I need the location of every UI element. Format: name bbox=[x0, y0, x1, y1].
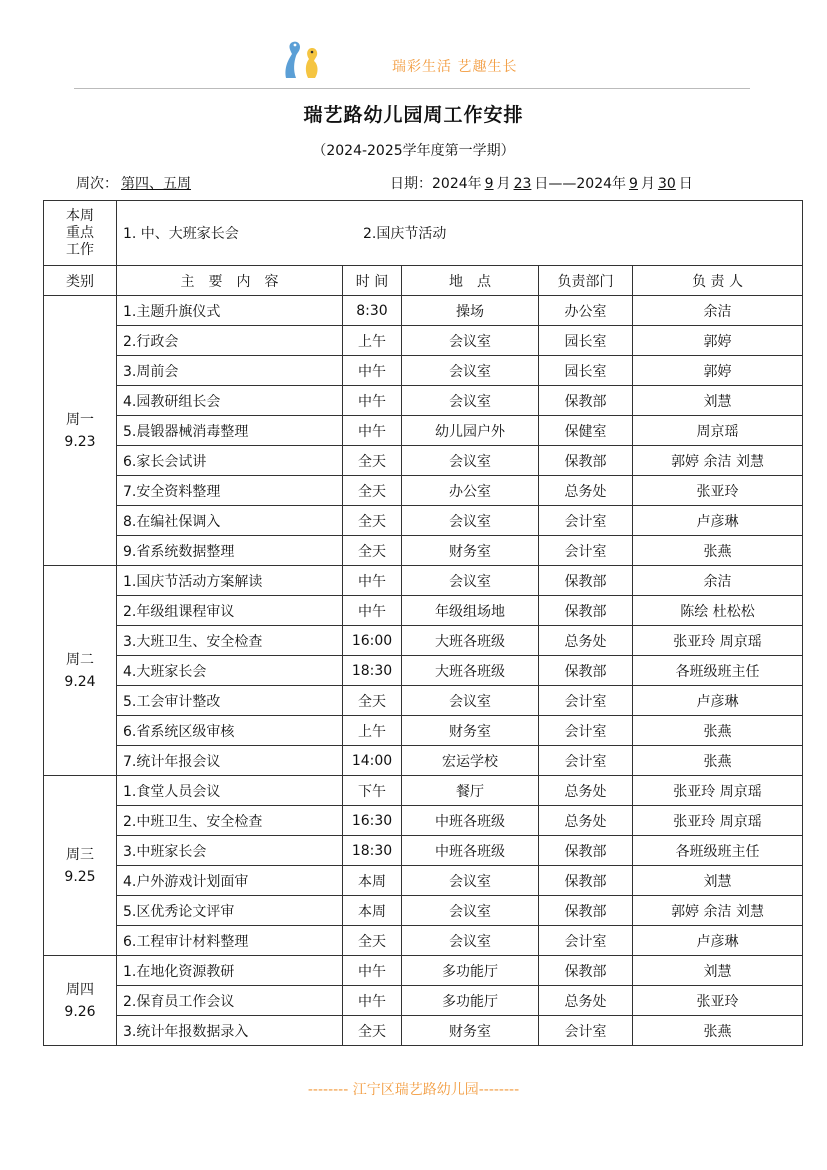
time-cell: 上午 bbox=[343, 326, 402, 356]
owner-cell: 张燕 bbox=[633, 1016, 803, 1046]
focus-label bbox=[44, 201, 117, 266]
table-row bbox=[44, 746, 803, 776]
time-cell: 全天 bbox=[343, 926, 402, 956]
table-row bbox=[44, 836, 803, 866]
task-cell: 7.统计年报会议 bbox=[117, 746, 343, 776]
owner-cell: 余洁 bbox=[633, 296, 803, 326]
location-cell: 财务室 bbox=[402, 716, 539, 746]
table-row bbox=[44, 566, 803, 596]
location-cell: 大班各班级 bbox=[402, 626, 539, 656]
owner-cell: 张亚玲 周京瑶 bbox=[633, 626, 803, 656]
table-row bbox=[44, 986, 803, 1016]
location-cell: 会议室 bbox=[402, 686, 539, 716]
owner-cell: 郭婷 余洁 刘慧 bbox=[633, 446, 803, 476]
task-cell: 3.周前会 bbox=[117, 356, 343, 386]
time-cell: 16:00 bbox=[343, 626, 402, 656]
location-cell: 会议室 bbox=[402, 446, 539, 476]
owner-cell: 郭婷 余洁 刘慧 bbox=[633, 896, 803, 926]
column-header: 时 间 bbox=[343, 266, 402, 296]
day-cell bbox=[44, 776, 117, 956]
owner-cell: 张亚玲 周京瑶 bbox=[633, 806, 803, 836]
table-row bbox=[44, 386, 803, 416]
time-cell: 下午 bbox=[343, 776, 402, 806]
time-cell: 18:30 bbox=[343, 836, 402, 866]
day-date: 9.25 bbox=[64, 868, 96, 885]
time-cell: 本周 bbox=[343, 866, 402, 896]
task-cell: 1.在地化资源教研 bbox=[117, 956, 343, 986]
time-cell: 全天 bbox=[343, 476, 402, 506]
owner-cell: 张燕 bbox=[633, 746, 803, 776]
date-label: 日期： bbox=[390, 176, 432, 192]
table-row bbox=[44, 956, 803, 986]
end-year: 2024 bbox=[576, 176, 613, 192]
day-char: 日 bbox=[678, 176, 693, 192]
time-cell: 18:30 bbox=[343, 656, 402, 686]
page-title: 瑞艺路幼儿园周工作安排 bbox=[303, 104, 524, 126]
table-row bbox=[44, 296, 803, 326]
table-row bbox=[44, 716, 803, 746]
department-cell: 会计室 bbox=[539, 746, 633, 776]
location-cell: 会议室 bbox=[402, 566, 539, 596]
focus-items bbox=[117, 201, 803, 266]
table-row bbox=[44, 896, 803, 926]
owner-cell: 陈绘 杜松松 bbox=[633, 596, 803, 626]
table-row bbox=[44, 356, 803, 386]
department-cell: 会计室 bbox=[539, 716, 633, 746]
department-cell: 会计室 bbox=[539, 1016, 633, 1046]
task-cell: 5.区优秀论文评审 bbox=[117, 896, 343, 926]
school-year: （2024-2025学年度第一学期） bbox=[312, 143, 515, 159]
location-cell: 财务室 bbox=[402, 536, 539, 566]
department-cell: 保教部 bbox=[539, 386, 633, 416]
day-cell bbox=[44, 956, 117, 1046]
location-cell: 操场 bbox=[402, 296, 539, 326]
task-cell: 8.在编社保调入 bbox=[117, 506, 343, 536]
date-range bbox=[390, 173, 693, 193]
department-cell: 园长室 bbox=[539, 326, 633, 356]
time-cell: 中午 bbox=[343, 416, 402, 446]
task-cell: 4.园教研组长会 bbox=[117, 386, 343, 416]
task-cell: 3.大班卫生、安全检查 bbox=[117, 626, 343, 656]
owner-cell: 刘慧 bbox=[633, 866, 803, 896]
owner-cell: 卢彦琳 bbox=[633, 926, 803, 956]
location-cell: 财务室 bbox=[402, 1016, 539, 1046]
focus-row bbox=[44, 201, 803, 266]
location-cell: 幼儿园户外 bbox=[402, 416, 539, 446]
owner-cell: 郭婷 bbox=[633, 326, 803, 356]
department-cell: 园长室 bbox=[539, 356, 633, 386]
department-cell: 保教部 bbox=[539, 956, 633, 986]
location-cell: 中班各班级 bbox=[402, 806, 539, 836]
letterhead bbox=[0, 38, 827, 88]
location-cell: 办公室 bbox=[402, 476, 539, 506]
owner-cell: 郭婷 bbox=[633, 356, 803, 386]
task-cell: 3.统计年报数据录入 bbox=[117, 1016, 343, 1046]
time-cell: 16:30 bbox=[343, 806, 402, 836]
header-rule bbox=[74, 88, 750, 89]
task-cell: 4.户外游戏计划面审 bbox=[117, 866, 343, 896]
department-cell: 保教部 bbox=[539, 446, 633, 476]
department-cell: 会计室 bbox=[539, 536, 633, 566]
table-row bbox=[44, 1016, 803, 1046]
location-cell: 会议室 bbox=[402, 356, 539, 386]
week-info bbox=[76, 173, 194, 193]
time-cell: 中午 bbox=[343, 386, 402, 416]
owner-cell: 各班级班主任 bbox=[633, 836, 803, 866]
task-cell: 9.省系统数据整理 bbox=[117, 536, 343, 566]
task-cell: 2.中班卫生、安全检查 bbox=[117, 806, 343, 836]
department-cell: 保教部 bbox=[539, 656, 633, 686]
department-cell: 保教部 bbox=[539, 866, 633, 896]
column-header: 负 责 人 bbox=[633, 266, 803, 296]
location-cell: 会议室 bbox=[402, 386, 539, 416]
task-cell: 1.国庆节活动方案解读 bbox=[117, 566, 343, 596]
table-row bbox=[44, 926, 803, 956]
time-cell: 上午 bbox=[343, 716, 402, 746]
task-cell: 7.安全资料整理 bbox=[117, 476, 343, 506]
location-cell: 会议室 bbox=[402, 866, 539, 896]
owner-cell: 刘慧 bbox=[633, 386, 803, 416]
month-char: 月 bbox=[640, 176, 655, 192]
date-separator: 日—— bbox=[534, 176, 577, 192]
location-cell: 会议室 bbox=[402, 326, 539, 356]
start-year: 2024 bbox=[432, 176, 468, 192]
location-cell: 多功能厅 bbox=[402, 956, 539, 986]
time-cell: 8:30 bbox=[343, 296, 402, 326]
owner-cell: 张燕 bbox=[633, 536, 803, 566]
schedule-table bbox=[43, 200, 803, 1046]
slogan: 瑞彩生活 艺趣生长 bbox=[392, 59, 518, 75]
location-cell: 宏运学校 bbox=[402, 746, 539, 776]
month-char: 月 bbox=[496, 176, 511, 192]
focus-item: 2.国庆节活动 bbox=[363, 226, 447, 242]
department-cell: 总务处 bbox=[539, 776, 633, 806]
column-header: 主 要 内 容 bbox=[117, 266, 343, 296]
year-char: 年 bbox=[612, 176, 627, 192]
time-cell: 全天 bbox=[343, 686, 402, 716]
time-cell: 本周 bbox=[343, 896, 402, 926]
end-day: 30 bbox=[657, 176, 676, 192]
time-cell: 中午 bbox=[343, 356, 402, 386]
week-value: 第四、五周 bbox=[121, 176, 191, 192]
department-cell: 会计室 bbox=[539, 686, 633, 716]
table-row bbox=[44, 656, 803, 686]
owner-cell: 周京瑶 bbox=[633, 416, 803, 446]
time-cell: 14:00 bbox=[343, 746, 402, 776]
table-row bbox=[44, 506, 803, 536]
task-cell: 2.行政会 bbox=[117, 326, 343, 356]
table-row bbox=[44, 776, 803, 806]
owner-cell: 余洁 bbox=[633, 566, 803, 596]
table-row bbox=[44, 476, 803, 506]
start-month: 9 bbox=[484, 176, 494, 192]
owner-cell: 张燕 bbox=[633, 716, 803, 746]
owner-cell: 卢彦琳 bbox=[633, 686, 803, 716]
day-cell bbox=[44, 296, 117, 566]
department-cell: 总务处 bbox=[539, 476, 633, 506]
year-char: 年 bbox=[467, 176, 482, 192]
column-header: 类别 bbox=[44, 266, 117, 296]
owner-cell: 张亚玲 bbox=[633, 476, 803, 506]
time-cell: 中午 bbox=[343, 986, 402, 1016]
location-cell: 多功能厅 bbox=[402, 986, 539, 1016]
time-cell: 中午 bbox=[343, 596, 402, 626]
task-cell: 6.工程审计材料整理 bbox=[117, 926, 343, 956]
location-cell: 会议室 bbox=[402, 506, 539, 536]
focus-item: 1. 中、大班家长会 bbox=[123, 226, 239, 242]
week-label: 周次： bbox=[76, 176, 118, 192]
department-cell: 办公室 bbox=[539, 296, 633, 326]
owner-cell: 各班级班主任 bbox=[633, 656, 803, 686]
table-row bbox=[44, 686, 803, 716]
day-name: 周四 bbox=[66, 981, 94, 998]
table-row bbox=[44, 536, 803, 566]
time-cell: 全天 bbox=[343, 1016, 402, 1046]
department-cell: 会计室 bbox=[539, 926, 633, 956]
department-cell: 保教部 bbox=[539, 836, 633, 866]
day-date: 9.26 bbox=[64, 1003, 96, 1020]
owner-cell: 刘慧 bbox=[633, 956, 803, 986]
column-header: 负责部门 bbox=[539, 266, 633, 296]
end-month: 9 bbox=[629, 176, 638, 192]
department-cell: 保教部 bbox=[539, 566, 633, 596]
table-row bbox=[44, 446, 803, 476]
focus-label-line: 重点 bbox=[66, 224, 94, 241]
task-cell: 6.家长会试讲 bbox=[117, 446, 343, 476]
owner-cell: 卢彦琳 bbox=[633, 506, 803, 536]
department-cell: 总务处 bbox=[539, 806, 633, 836]
header-row bbox=[44, 266, 803, 296]
time-cell: 中午 bbox=[343, 956, 402, 986]
table-row bbox=[44, 416, 803, 446]
time-cell: 全天 bbox=[343, 506, 402, 536]
location-cell: 年级组场地 bbox=[402, 596, 539, 626]
task-cell: 3.中班家长会 bbox=[117, 836, 343, 866]
day-name: 周二 bbox=[66, 651, 94, 668]
department-cell: 保教部 bbox=[539, 596, 633, 626]
day-cell bbox=[44, 566, 117, 776]
task-cell: 4.大班家长会 bbox=[117, 656, 343, 686]
department-cell: 保教部 bbox=[539, 896, 633, 926]
task-cell: 2.保育员工作会议 bbox=[117, 986, 343, 1016]
location-cell: 中班各班级 bbox=[402, 836, 539, 866]
task-cell: 1.食堂人员会议 bbox=[117, 776, 343, 806]
focus-label-line: 工作 bbox=[66, 241, 94, 258]
owner-cell: 张亚玲 周京瑶 bbox=[633, 776, 803, 806]
location-cell: 会议室 bbox=[402, 926, 539, 956]
day-name: 周三 bbox=[66, 846, 94, 863]
task-cell: 2.年级组课程审议 bbox=[117, 596, 343, 626]
focus-label-line: 本周 bbox=[66, 207, 94, 224]
location-cell: 大班各班级 bbox=[402, 656, 539, 686]
time-cell: 中午 bbox=[343, 566, 402, 596]
footer: -------- 江宁区瑞艺路幼儿园-------- bbox=[307, 1082, 520, 1098]
department-cell: 总务处 bbox=[539, 626, 633, 656]
day-date: 9.23 bbox=[64, 433, 96, 450]
task-cell: 5.工会审计整改 bbox=[117, 686, 343, 716]
kindergarten-logo-icon bbox=[278, 38, 328, 80]
task-cell: 1.主题升旗仪式 bbox=[117, 296, 343, 326]
department-cell: 总务处 bbox=[539, 986, 633, 1016]
location-cell: 会议室 bbox=[402, 896, 539, 926]
table-row bbox=[44, 626, 803, 656]
table-row bbox=[44, 866, 803, 896]
task-cell: 6.省系统区级审核 bbox=[117, 716, 343, 746]
table-row bbox=[44, 596, 803, 626]
table-row bbox=[44, 806, 803, 836]
department-cell: 会计室 bbox=[539, 506, 633, 536]
column-header: 地 点 bbox=[402, 266, 539, 296]
day-date: 9.24 bbox=[64, 673, 96, 690]
time-cell: 全天 bbox=[343, 446, 402, 476]
table-row bbox=[44, 326, 803, 356]
department-cell: 保健室 bbox=[539, 416, 633, 446]
day-name: 周一 bbox=[66, 411, 94, 428]
time-cell: 全天 bbox=[343, 536, 402, 566]
start-day: 23 bbox=[513, 176, 532, 192]
owner-cell: 张亚玲 bbox=[633, 986, 803, 1016]
task-cell: 5.晨锻器械消毒整理 bbox=[117, 416, 343, 446]
location-cell: 餐厅 bbox=[402, 776, 539, 806]
